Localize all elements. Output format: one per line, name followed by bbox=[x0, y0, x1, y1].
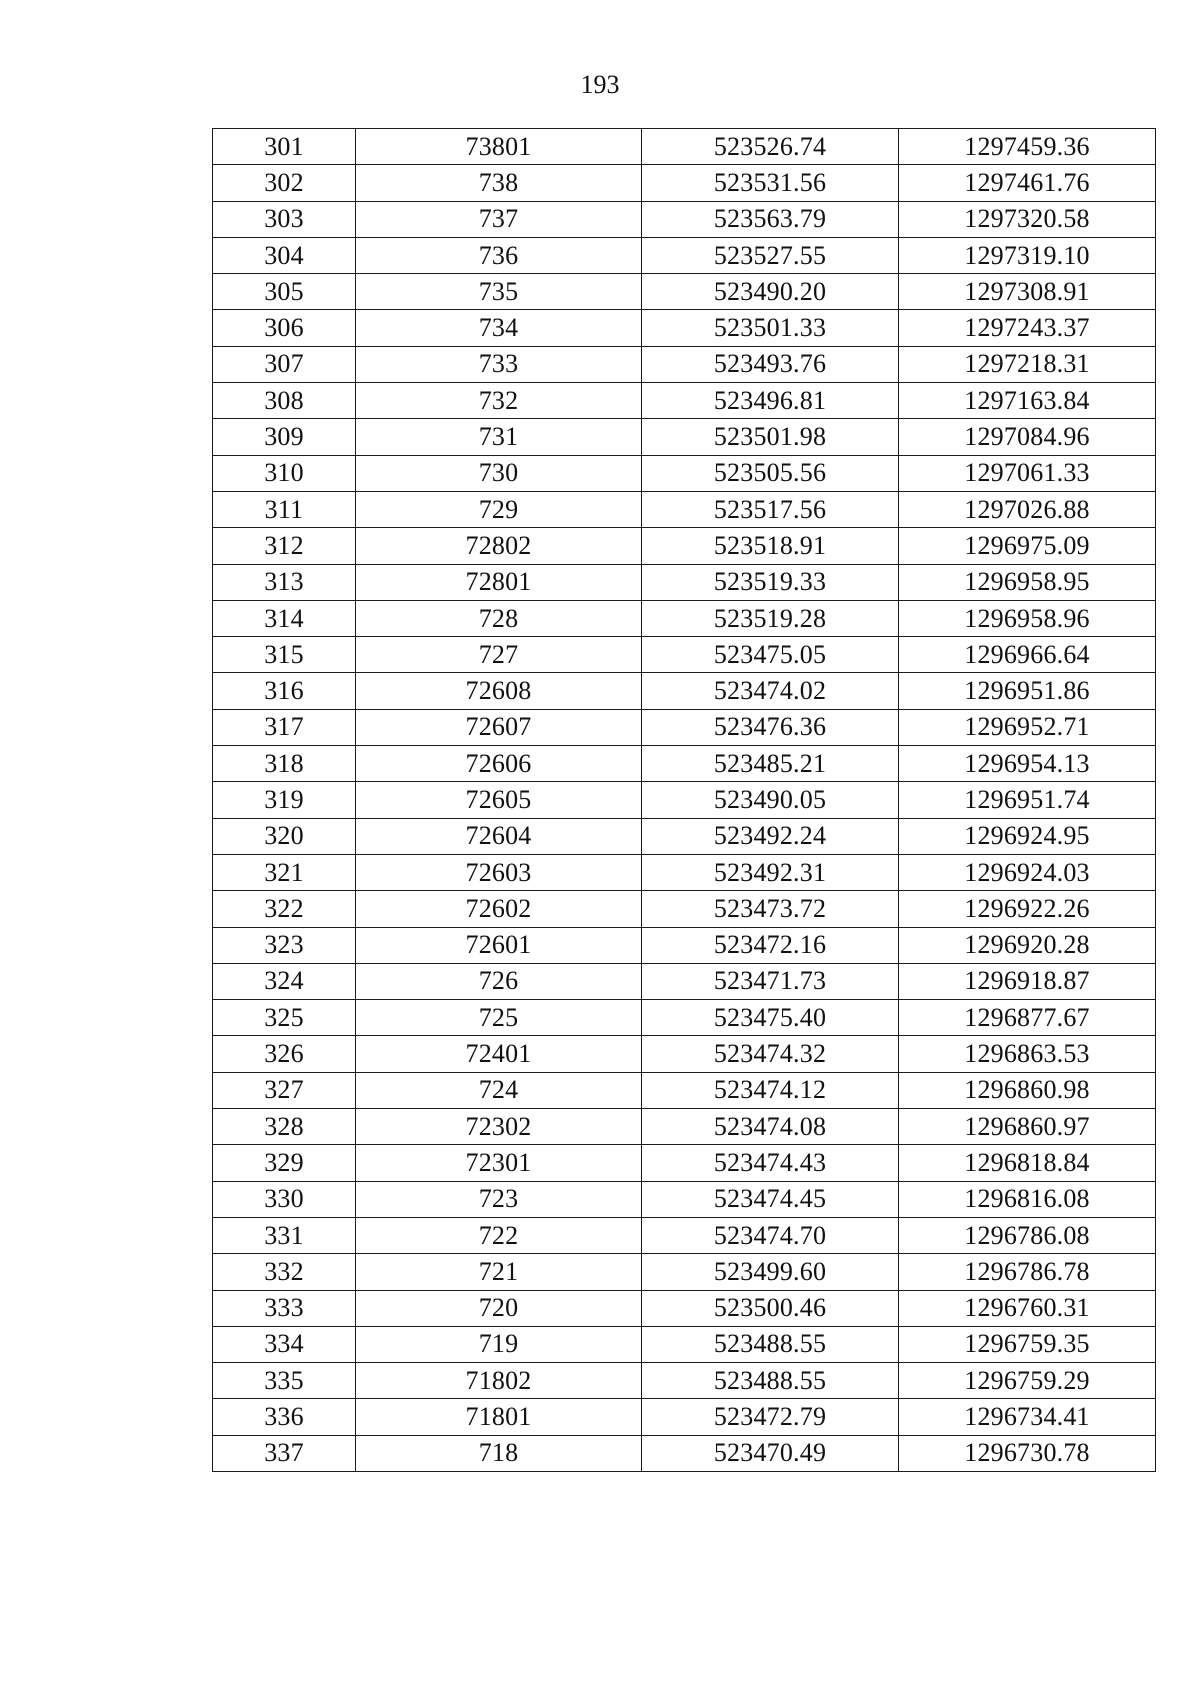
table-row bbox=[213, 854, 1156, 890]
row-number-cell: 331 bbox=[213, 1217, 356, 1253]
point-id-cell: 72802 bbox=[356, 528, 642, 564]
point-id-cell: 71802 bbox=[356, 1363, 642, 1399]
x-coordinate-cell: 523501.33 bbox=[642, 310, 899, 346]
point-id-cell: 720 bbox=[356, 1290, 642, 1326]
point-id-cell: 738 bbox=[356, 165, 642, 201]
table-row bbox=[213, 274, 1156, 310]
x-coordinate-cell: 523474.43 bbox=[642, 1145, 899, 1181]
table-row bbox=[213, 1363, 1156, 1399]
row-number-cell: 316 bbox=[213, 673, 356, 709]
table-row bbox=[213, 310, 1156, 346]
row-number-cell: 310 bbox=[213, 455, 356, 491]
row-number-cell: 302 bbox=[213, 165, 356, 201]
y-coordinate-cell: 1297163.84 bbox=[899, 383, 1156, 419]
x-coordinate-cell: 523501.98 bbox=[642, 419, 899, 455]
point-id-cell: 731 bbox=[356, 419, 642, 455]
point-id-cell: 72603 bbox=[356, 854, 642, 890]
x-coordinate-cell: 523476.36 bbox=[642, 709, 899, 745]
row-number-cell: 337 bbox=[213, 1435, 356, 1471]
point-id-cell: 72607 bbox=[356, 709, 642, 745]
x-coordinate-cell: 523485.21 bbox=[642, 746, 899, 782]
point-id-cell: 72801 bbox=[356, 564, 642, 600]
point-id-cell: 72302 bbox=[356, 1109, 642, 1145]
page-number: 193 bbox=[580, 70, 620, 99]
table-row bbox=[213, 927, 1156, 963]
x-coordinate-cell: 523474.02 bbox=[642, 673, 899, 709]
x-coordinate-cell: 523474.12 bbox=[642, 1072, 899, 1108]
point-id-cell: 726 bbox=[356, 963, 642, 999]
row-number-cell: 315 bbox=[213, 637, 356, 673]
row-number-cell: 318 bbox=[213, 746, 356, 782]
row-number-cell: 307 bbox=[213, 346, 356, 382]
row-number-cell: 323 bbox=[213, 927, 356, 963]
point-id-cell: 727 bbox=[356, 637, 642, 673]
table-row bbox=[213, 1217, 1156, 1253]
row-number-cell: 311 bbox=[213, 491, 356, 527]
point-id-cell: 732 bbox=[356, 383, 642, 419]
point-id-cell: 72301 bbox=[356, 1145, 642, 1181]
y-coordinate-cell: 1297026.88 bbox=[899, 491, 1156, 527]
x-coordinate-cell: 523500.46 bbox=[642, 1290, 899, 1326]
y-coordinate-cell: 1296786.78 bbox=[899, 1254, 1156, 1290]
table-row bbox=[213, 419, 1156, 455]
table-row bbox=[213, 600, 1156, 636]
x-coordinate-cell: 523563.79 bbox=[642, 201, 899, 237]
row-number-cell: 328 bbox=[213, 1109, 356, 1145]
y-coordinate-cell: 1296860.98 bbox=[899, 1072, 1156, 1108]
y-coordinate-cell: 1296951.74 bbox=[899, 782, 1156, 818]
point-id-cell: 72604 bbox=[356, 818, 642, 854]
point-id-cell: 730 bbox=[356, 455, 642, 491]
y-coordinate-cell: 1296730.78 bbox=[899, 1435, 1156, 1471]
point-id-cell: 73801 bbox=[356, 129, 642, 165]
table-row bbox=[213, 1181, 1156, 1217]
table-row bbox=[213, 818, 1156, 854]
point-id-cell: 72608 bbox=[356, 673, 642, 709]
coordinates-table bbox=[212, 128, 1156, 1472]
y-coordinate-cell: 1296816.08 bbox=[899, 1181, 1156, 1217]
y-coordinate-cell: 1296760.31 bbox=[899, 1290, 1156, 1326]
point-id-cell: 736 bbox=[356, 237, 642, 273]
x-coordinate-cell: 523490.20 bbox=[642, 274, 899, 310]
row-number-cell: 301 bbox=[213, 129, 356, 165]
point-id-cell: 72601 bbox=[356, 927, 642, 963]
table-row bbox=[213, 1254, 1156, 1290]
row-number-cell: 329 bbox=[213, 1145, 356, 1181]
y-coordinate-cell: 1297061.33 bbox=[899, 455, 1156, 491]
table-row bbox=[213, 1072, 1156, 1108]
point-id-cell: 72602 bbox=[356, 891, 642, 927]
table-row bbox=[213, 1000, 1156, 1036]
point-id-cell: 721 bbox=[356, 1254, 642, 1290]
y-coordinate-cell: 1297308.91 bbox=[899, 274, 1156, 310]
table-row bbox=[213, 201, 1156, 237]
y-coordinate-cell: 1296952.71 bbox=[899, 709, 1156, 745]
x-coordinate-cell: 523474.45 bbox=[642, 1181, 899, 1217]
y-coordinate-cell: 1296759.29 bbox=[899, 1363, 1156, 1399]
table-row bbox=[213, 1435, 1156, 1471]
x-coordinate-cell: 523475.40 bbox=[642, 1000, 899, 1036]
x-coordinate-cell: 523505.56 bbox=[642, 455, 899, 491]
y-coordinate-cell: 1296818.84 bbox=[899, 1145, 1156, 1181]
y-coordinate-cell: 1296951.86 bbox=[899, 673, 1156, 709]
y-coordinate-cell: 1297320.58 bbox=[899, 201, 1156, 237]
y-coordinate-cell: 1296863.53 bbox=[899, 1036, 1156, 1072]
x-coordinate-cell: 523488.55 bbox=[642, 1363, 899, 1399]
x-coordinate-cell: 523518.91 bbox=[642, 528, 899, 564]
x-coordinate-cell: 523517.56 bbox=[642, 491, 899, 527]
row-number-cell: 326 bbox=[213, 1036, 356, 1072]
point-id-cell: 719 bbox=[356, 1326, 642, 1362]
row-number-cell: 312 bbox=[213, 528, 356, 564]
row-number-cell: 314 bbox=[213, 600, 356, 636]
point-id-cell: 733 bbox=[356, 346, 642, 382]
y-coordinate-cell: 1296786.08 bbox=[899, 1217, 1156, 1253]
x-coordinate-cell: 523492.31 bbox=[642, 854, 899, 890]
coordinates-table-body bbox=[213, 129, 1156, 1472]
table-row bbox=[213, 165, 1156, 201]
row-number-cell: 330 bbox=[213, 1181, 356, 1217]
x-coordinate-cell: 523526.74 bbox=[642, 129, 899, 165]
y-coordinate-cell: 1297084.96 bbox=[899, 419, 1156, 455]
y-coordinate-cell: 1296734.41 bbox=[899, 1399, 1156, 1435]
table-row bbox=[213, 1109, 1156, 1145]
row-number-cell: 324 bbox=[213, 963, 356, 999]
x-coordinate-cell: 523490.05 bbox=[642, 782, 899, 818]
y-coordinate-cell: 1296975.09 bbox=[899, 528, 1156, 564]
x-coordinate-cell: 523496.81 bbox=[642, 383, 899, 419]
table-row bbox=[213, 129, 1156, 165]
table-row bbox=[213, 1290, 1156, 1326]
row-number-cell: 309 bbox=[213, 419, 356, 455]
point-id-cell: 71801 bbox=[356, 1399, 642, 1435]
x-coordinate-cell: 523519.33 bbox=[642, 564, 899, 600]
x-coordinate-cell: 523519.28 bbox=[642, 600, 899, 636]
row-number-cell: 327 bbox=[213, 1072, 356, 1108]
y-coordinate-cell: 1296924.03 bbox=[899, 854, 1156, 890]
row-number-cell: 317 bbox=[213, 709, 356, 745]
y-coordinate-cell: 1296860.97 bbox=[899, 1109, 1156, 1145]
row-number-cell: 321 bbox=[213, 854, 356, 890]
point-id-cell: 72606 bbox=[356, 746, 642, 782]
y-coordinate-cell: 1297218.31 bbox=[899, 346, 1156, 382]
table-row bbox=[213, 564, 1156, 600]
row-number-cell: 333 bbox=[213, 1290, 356, 1326]
point-id-cell: 735 bbox=[356, 274, 642, 310]
table-row bbox=[213, 963, 1156, 999]
table-row bbox=[213, 346, 1156, 382]
x-coordinate-cell: 523488.55 bbox=[642, 1326, 899, 1362]
x-coordinate-cell: 523493.76 bbox=[642, 346, 899, 382]
x-coordinate-cell: 523474.70 bbox=[642, 1217, 899, 1253]
y-coordinate-cell: 1296958.96 bbox=[899, 600, 1156, 636]
table-row bbox=[213, 673, 1156, 709]
row-number-cell: 334 bbox=[213, 1326, 356, 1362]
table-row bbox=[213, 1326, 1156, 1362]
y-coordinate-cell: 1296877.67 bbox=[899, 1000, 1156, 1036]
table-row bbox=[213, 709, 1156, 745]
point-id-cell: 729 bbox=[356, 491, 642, 527]
table-row bbox=[213, 491, 1156, 527]
y-coordinate-cell: 1296922.26 bbox=[899, 891, 1156, 927]
row-number-cell: 322 bbox=[213, 891, 356, 927]
row-number-cell: 305 bbox=[213, 274, 356, 310]
y-coordinate-cell: 1296966.64 bbox=[899, 637, 1156, 673]
table-row bbox=[213, 1036, 1156, 1072]
y-coordinate-cell: 1297319.10 bbox=[899, 237, 1156, 273]
table-row bbox=[213, 637, 1156, 673]
point-id-cell: 723 bbox=[356, 1181, 642, 1217]
point-id-cell: 722 bbox=[356, 1217, 642, 1253]
table-row bbox=[213, 782, 1156, 818]
row-number-cell: 308 bbox=[213, 383, 356, 419]
table-row bbox=[213, 1399, 1156, 1435]
point-id-cell: 724 bbox=[356, 1072, 642, 1108]
row-number-cell: 336 bbox=[213, 1399, 356, 1435]
point-id-cell: 725 bbox=[356, 1000, 642, 1036]
row-number-cell: 306 bbox=[213, 310, 356, 346]
y-coordinate-cell: 1296920.28 bbox=[899, 927, 1156, 963]
y-coordinate-cell: 1296958.95 bbox=[899, 564, 1156, 600]
point-id-cell: 718 bbox=[356, 1435, 642, 1471]
x-coordinate-cell: 523471.73 bbox=[642, 963, 899, 999]
x-coordinate-cell: 523492.24 bbox=[642, 818, 899, 854]
table-row bbox=[213, 455, 1156, 491]
x-coordinate-cell: 523473.72 bbox=[642, 891, 899, 927]
x-coordinate-cell: 523474.32 bbox=[642, 1036, 899, 1072]
x-coordinate-cell: 523472.79 bbox=[642, 1399, 899, 1435]
row-number-cell: 335 bbox=[213, 1363, 356, 1399]
point-id-cell: 728 bbox=[356, 600, 642, 636]
row-number-cell: 313 bbox=[213, 564, 356, 600]
row-number-cell: 332 bbox=[213, 1254, 356, 1290]
x-coordinate-cell: 523472.16 bbox=[642, 927, 899, 963]
y-coordinate-cell: 1296918.87 bbox=[899, 963, 1156, 999]
y-coordinate-cell: 1296924.95 bbox=[899, 818, 1156, 854]
table-row bbox=[213, 1145, 1156, 1181]
point-id-cell: 734 bbox=[356, 310, 642, 346]
x-coordinate-cell: 523475.05 bbox=[642, 637, 899, 673]
point-id-cell: 72401 bbox=[356, 1036, 642, 1072]
y-coordinate-cell: 1297459.36 bbox=[899, 129, 1156, 165]
point-id-cell: 737 bbox=[356, 201, 642, 237]
table-row bbox=[213, 746, 1156, 782]
table-row bbox=[213, 528, 1156, 564]
y-coordinate-cell: 1296954.13 bbox=[899, 746, 1156, 782]
x-coordinate-cell: 523474.08 bbox=[642, 1109, 899, 1145]
row-number-cell: 325 bbox=[213, 1000, 356, 1036]
y-coordinate-cell: 1297461.76 bbox=[899, 165, 1156, 201]
table-row bbox=[213, 891, 1156, 927]
point-id-cell: 72605 bbox=[356, 782, 642, 818]
row-number-cell: 303 bbox=[213, 201, 356, 237]
x-coordinate-cell: 523527.55 bbox=[642, 237, 899, 273]
row-number-cell: 304 bbox=[213, 237, 356, 273]
x-coordinate-cell: 523499.60 bbox=[642, 1254, 899, 1290]
x-coordinate-cell: 523470.49 bbox=[642, 1435, 899, 1471]
x-coordinate-cell: 523531.56 bbox=[642, 165, 899, 201]
table-row bbox=[213, 383, 1156, 419]
y-coordinate-cell: 1296759.35 bbox=[899, 1326, 1156, 1362]
row-number-cell: 319 bbox=[213, 782, 356, 818]
y-coordinate-cell: 1297243.37 bbox=[899, 310, 1156, 346]
table-row bbox=[213, 237, 1156, 273]
row-number-cell: 320 bbox=[213, 818, 356, 854]
